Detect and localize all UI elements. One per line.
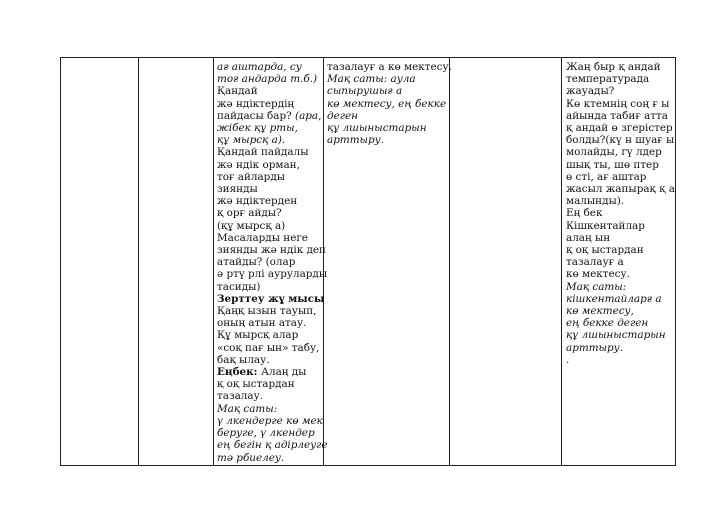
text-run: Алаң ды [261, 366, 307, 379]
text-line [566, 342, 675, 354]
text-run: Масаларды неге [217, 231, 308, 244]
text-line [217, 329, 328, 341]
text-run: тә рбиелеу. [217, 451, 285, 464]
text-line [217, 110, 328, 122]
text-line [566, 220, 675, 232]
text-line [217, 195, 328, 207]
text-run: (ара, [295, 109, 322, 122]
text-line [327, 85, 452, 97]
text-line [217, 122, 328, 134]
text-run: температурада [566, 73, 650, 86]
text-run: Зерттеу жұ мысы [217, 292, 325, 305]
text-run: кө мектесу. [566, 268, 630, 281]
text-run: тасиды) [217, 280, 261, 293]
text-run: арттыру. [327, 134, 384, 147]
text-run: жә ндіктерден [217, 195, 298, 208]
text-line [217, 403, 328, 415]
text-run: зиянды жә ндік деп [217, 244, 326, 257]
text-line [217, 366, 328, 378]
text-line [327, 110, 452, 122]
text-run: . [566, 353, 570, 366]
text-run: қ орғ айды? [217, 207, 282, 220]
text-line [217, 244, 328, 256]
text-run: шық ты, шө птер [566, 158, 659, 171]
text-line [217, 61, 328, 73]
text-run: Кішкентайлар [566, 219, 645, 232]
text-run: жасыл жапырақ қ а [566, 183, 675, 196]
text-line [217, 207, 328, 219]
text-run: Еңбек: [217, 366, 262, 379]
text-line [217, 354, 328, 366]
text-run: арттыру. [566, 341, 623, 354]
text-line [566, 293, 675, 305]
text-line [566, 354, 675, 366]
text-run: құ лшыныстарын [566, 329, 666, 342]
column-divider [138, 58, 139, 465]
text-run: бақ ылау. [217, 353, 270, 366]
text-line [217, 390, 328, 402]
text-run: зиянды [217, 183, 258, 196]
text-line [217, 305, 328, 317]
text-run: Мақ саты: аула [327, 73, 416, 86]
text-run: жауады? [566, 85, 615, 98]
text-run: молайды, гү лдер [566, 146, 662, 159]
text-line [566, 85, 675, 97]
table-cell-work [327, 61, 452, 146]
text-run: қ андай ө згерістер [566, 122, 673, 135]
text-line [217, 171, 328, 183]
text-run: Қандай пайдалы [217, 146, 309, 159]
text-line [327, 98, 452, 110]
text-run: тазалауғ а кө мектесу. [327, 61, 452, 73]
text-line [217, 268, 328, 280]
text-line [566, 134, 675, 146]
text-line [217, 146, 328, 158]
text-run: қ оқ ыстардан [566, 244, 644, 257]
text-run: ү лкендерге кө мек [217, 414, 323, 427]
text-run: оның атын атау. [217, 317, 307, 330]
table-cell-observation [566, 61, 675, 366]
text-run: Ең бек [566, 207, 603, 220]
text-run: жә ндік орман, [217, 158, 300, 171]
text-line [217, 98, 328, 110]
text-line [217, 256, 328, 268]
text-run: кө мектесу, [566, 305, 634, 318]
text-line [566, 329, 675, 341]
table-cell-activities [217, 61, 328, 464]
text-line [217, 415, 328, 427]
text-line [217, 232, 328, 244]
text-run: кө мектесу, ең бекке [327, 97, 447, 110]
text-line [217, 317, 328, 329]
text-line [566, 159, 675, 171]
text-line [217, 159, 328, 171]
text-line [566, 171, 675, 183]
text-line [217, 293, 328, 305]
text-run: Қандай [217, 85, 258, 98]
text-run: Мақ саты: [566, 280, 627, 293]
text-run: болды?(кү н шуағ ы [566, 134, 675, 147]
text-line [566, 98, 675, 110]
column-divider [561, 58, 562, 465]
text-run: Құ мырсқ алар [217, 329, 299, 342]
text-run: ең бегін қ адірлеуге [217, 439, 328, 452]
text-line [566, 268, 675, 280]
text-line [566, 195, 675, 207]
text-run: тазалау. [217, 390, 264, 403]
text-run: (құ мырсқ а) [217, 219, 286, 232]
text-line [327, 134, 452, 146]
text-run: ә ртү рлі ауруларды [217, 268, 328, 281]
text-run: «соқ пағ ын» табу, [217, 341, 320, 354]
text-line [566, 305, 675, 317]
text-run: деген [327, 109, 358, 122]
text-line [327, 73, 452, 85]
text-run: алаң ын [566, 231, 611, 244]
text-run: құ мырсқ а). [217, 134, 286, 147]
text-line [566, 122, 675, 134]
text-line [217, 452, 328, 464]
text-run: қ оқ ыстардан [217, 378, 295, 391]
text-run: айында табиғ атта [566, 109, 668, 122]
text-run: құ лшыныстарын [327, 122, 427, 135]
text-line [566, 232, 675, 244]
text-run: кішкентайларғ а [566, 292, 662, 305]
text-line [327, 61, 452, 73]
text-line [217, 342, 328, 354]
text-line [217, 281, 328, 293]
text-line [566, 73, 675, 85]
text-line [217, 427, 328, 439]
text-run: ө сті, ағ аштар [566, 170, 647, 183]
text-run: ең бекке деген [566, 317, 649, 330]
text-line [566, 256, 675, 268]
text-line [217, 439, 328, 451]
text-run: пайдасы бар? [217, 109, 296, 122]
text-run: тоғ андарда т.б.) [217, 73, 318, 86]
text-run: жә ндіктердің [217, 97, 295, 110]
text-line [217, 73, 328, 85]
text-line [217, 378, 328, 390]
text-line [566, 317, 675, 329]
text-line [566, 61, 675, 73]
text-line [217, 220, 328, 232]
text-run: беруге, ү лкендер [217, 427, 315, 440]
text-line [566, 110, 675, 122]
text-run: Кө ктемнің соң ғ ы [566, 97, 670, 110]
text-run: тоғ айларды [217, 170, 285, 183]
text-line [217, 134, 328, 146]
text-run: сыпырушығ а [327, 85, 403, 98]
text-run: малынды). [566, 195, 625, 208]
text-run: жібек құ рты, [217, 122, 298, 135]
text-line [566, 183, 675, 195]
text-line [327, 122, 452, 134]
text-run: ағ аштарда, су [217, 61, 302, 73]
text-run: Жаң быр қ андай [566, 61, 661, 73]
text-run: атайды? (олар [217, 256, 296, 269]
text-run: Қаңқ ызын тауып, [217, 305, 317, 318]
text-line [217, 85, 328, 97]
text-run: Мақ саты: [217, 402, 278, 415]
text-line [566, 207, 675, 219]
column-divider [213, 58, 214, 465]
text-line [566, 244, 675, 256]
text-line [566, 146, 675, 158]
text-line [217, 183, 328, 195]
lesson-plan-table [60, 57, 676, 466]
text-run: тазалауғ а [566, 256, 624, 269]
text-line [566, 281, 675, 293]
